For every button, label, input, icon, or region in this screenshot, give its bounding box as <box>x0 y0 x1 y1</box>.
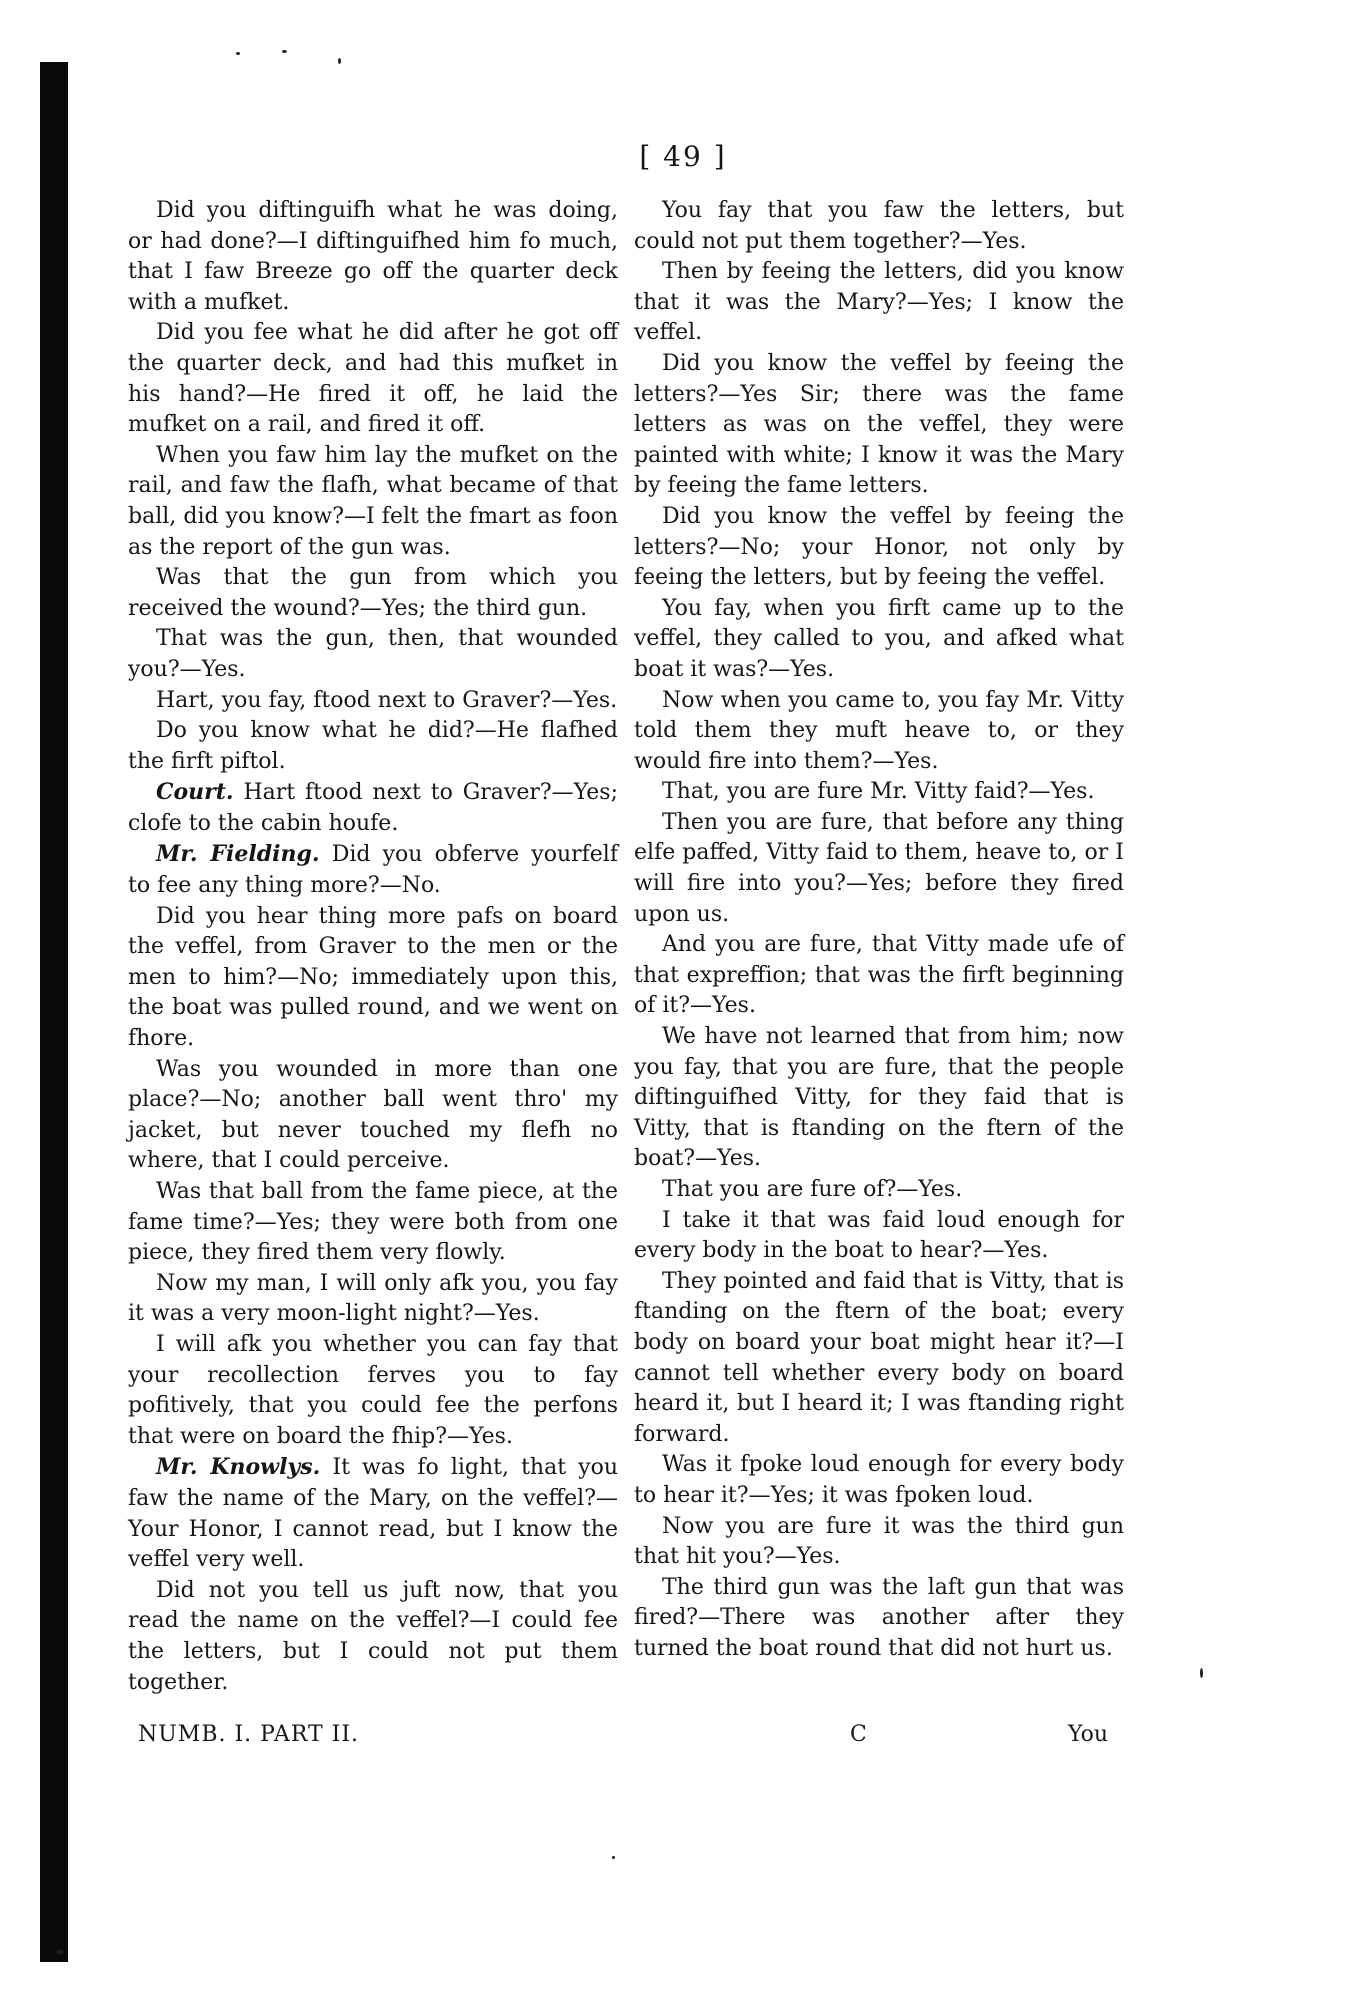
paragraph-text: Did you diftinguifh what he was doing, or had done?—I diftinguifhed him fo much, that I faw Breeze go off the quarter deck with a mufket. <box>128 198 618 315</box>
paragraph-text: Now when you came to, you fay Mr. Vitty told them they muft heave to, or they would fire into them?—Yes. <box>634 687 1124 774</box>
paragraph-text: And you are fure, that Vitty made ufe of that expreffion; that was the firft beginning of it?—Yes. <box>634 932 1124 1019</box>
paragraph <box>128 1452 618 1575</box>
paragraph <box>634 1206 1124 1267</box>
paragraph-text: They pointed and faid that is Vitty, that is ftanding on the ftern of the boat; every body on board your boat might hear it?—I cannot tell whether every body on board heard it, but I heard it; I was ftanding right forward. <box>634 1268 1124 1447</box>
right-column <box>634 196 1124 1665</box>
paragraph-text: Was you wounded in more than one place?—No; another ball went thro' my jacket, but never touched my flefh no where, that I could perceive. <box>128 1056 618 1174</box>
speaker-label: Mr. Fielding. <box>156 841 320 868</box>
ink-speck <box>338 58 341 64</box>
paragraph-text: You fay that you faw the letters, but could not put them together?—Yes. <box>634 198 1124 254</box>
page-binding-edge <box>40 62 68 1962</box>
paragraph-text: Was that the gun from which you received the wound?—Yes; the third gun. <box>128 565 618 621</box>
paragraph <box>634 594 1124 686</box>
paragraph-text: The third gun was the laft gun that was fired?—There was another after they turned the boat round that did not hurt us. <box>634 1574 1124 1661</box>
left-column <box>128 196 618 1698</box>
paragraph-text: Now my man, I will only afk you, you fay it was a very moon-light night?—Yes. <box>128 1270 618 1327</box>
paragraph-text: Was it fpoke loud enough for every body to hear it?—Yes; it was fpoken loud. <box>634 1452 1124 1508</box>
paragraph <box>634 502 1124 594</box>
paragraph <box>634 349 1124 502</box>
paragraph-text: Did not you tell us juft now, that you read the name on the veffel?—I could fee the letters, but I could not put them together. <box>128 1577 618 1695</box>
paragraph <box>634 808 1124 930</box>
paragraph <box>128 716 618 777</box>
paragraph <box>634 196 1124 257</box>
paragraph <box>128 1576 618 1698</box>
paragraph <box>128 624 618 685</box>
ink-speck <box>612 1856 615 1859</box>
paragraph <box>128 1330 618 1452</box>
paragraph-text: I will afk you whether you can fay that your recollection ferves you to fay pofitively, that you could fee the perfons that were on board the fhip?—Yes. <box>128 1331 618 1449</box>
paragraph <box>128 686 618 717</box>
paragraph <box>128 839 618 901</box>
paragraph-text: That, you are fure Mr. Vitty faid?—Yes. <box>662 779 1095 805</box>
paragraph-text: Hart, you fay, ftood next to Graver?—Yes. <box>156 687 618 713</box>
paragraph <box>128 1055 618 1177</box>
paragraph <box>128 441 618 563</box>
paragraph <box>128 1269 618 1330</box>
paragraph <box>634 1573 1124 1665</box>
catchword: You <box>1068 1722 1109 1747</box>
paragraph-text: Did you know the veffel by feeing the letters?—Yes Sir; there was the fame letters as was on the veffel, they were painted with white; I know it was the Mary by feeing the fame letters. <box>634 350 1124 499</box>
paragraph-text: Do you know what he did?—He flafhed the firft piftol. <box>128 718 618 774</box>
ink-speck <box>56 1950 64 1954</box>
paragraph-text: Was that ball from the fame piece, at the fame time?—Yes; they were both from one piece, they fired them very flowly. <box>128 1179 618 1266</box>
paragraph-text: Did you fee what he did after he got off the quarter deck, and had this mufket in his hand?—He fired it off, he laid the mufket on a rail, and fired it off. <box>128 320 618 438</box>
signature-letter: C <box>850 1722 867 1747</box>
page-number: [ 49 ] <box>639 140 727 173</box>
paragraph-text: That was the gun, then, that wounded you?—Yes. <box>128 626 618 682</box>
paragraph-text: Then you are fure, that before any thing elfe paffed, Vitty faid to them, heave to, or I will fire into you?—Yes; before they fired upon us. <box>634 809 1124 927</box>
paragraph <box>634 1175 1124 1206</box>
paragraph <box>128 902 618 1055</box>
paragraph-text: Did you hear thing more pafs on board the veffel, from Graver to the men or the men to him?—No; immediately upon this, the boat was pulled round, and we went on fhore. <box>128 903 618 1052</box>
paragraph-text: Did you obferve yourfelf to fee any thing more?—No. <box>128 842 618 899</box>
paragraph <box>634 930 1124 1022</box>
paragraph-text: Now you are fure it was the third gun that hit you?—Yes. <box>634 1513 1124 1570</box>
paragraph <box>128 777 618 839</box>
footer-signature-mark: NUMB. I. PART II. <box>138 1722 360 1747</box>
ink-speck <box>236 52 240 55</box>
paragraph-text: Then by feeing the letters, did you know that it was the Mary?—Yes; I know the veffel. <box>634 259 1124 346</box>
paragraph-text: When you faw him lay the mufket on the rail, and faw the flafh, what became of that ball, did you know?—I felt the fmart as foon as the report of the gun was. <box>128 442 618 560</box>
paragraph <box>128 563 618 624</box>
paragraph <box>128 196 618 318</box>
paragraph <box>128 318 618 440</box>
paragraph <box>634 777 1124 808</box>
paragraph-text: It was fo light, that you faw the name of the Mary, on the veffel?—Your Honor, I cannot read, but I know the veffel very well. <box>128 1455 619 1573</box>
paragraph-text: You fay, when you firft came up to the veffel, they called to you, and afked what boat it was?—Yes. <box>634 595 1124 682</box>
paragraph <box>128 1177 618 1269</box>
paragraph <box>634 1512 1124 1573</box>
ink-speck <box>282 50 287 53</box>
speaker-label: Court. <box>156 779 234 806</box>
paragraph <box>634 1267 1124 1451</box>
paragraph-text: That you are fure of?—Yes. <box>662 1177 963 1202</box>
paragraph-text: Did you know the veffel by feeing the letters?—No; your Honor, not only by feeing the letters, but by feeing the veffel. <box>634 503 1124 591</box>
paragraph-text: I take it that was faid loud enough for every body in the boat to hear?—Yes. <box>634 1207 1124 1264</box>
paragraph <box>634 1450 1124 1511</box>
paragraph <box>634 686 1124 778</box>
paragraph <box>634 257 1124 349</box>
paragraph <box>634 1022 1124 1175</box>
speaker-label: Mr. Knowlys. <box>156 1454 321 1481</box>
paragraph-text: Hart ftood next to Graver?—Yes; clofe to the cabin houfe. <box>128 780 618 836</box>
ink-speck <box>1200 1668 1203 1678</box>
paragraph-text: We have not learned that from him; now you fay, that you are fure, that the people diftinguifhed Vitty, for they faid that is Vitty, that is ftanding on the ftern of the boat?—Yes. <box>634 1024 1124 1172</box>
